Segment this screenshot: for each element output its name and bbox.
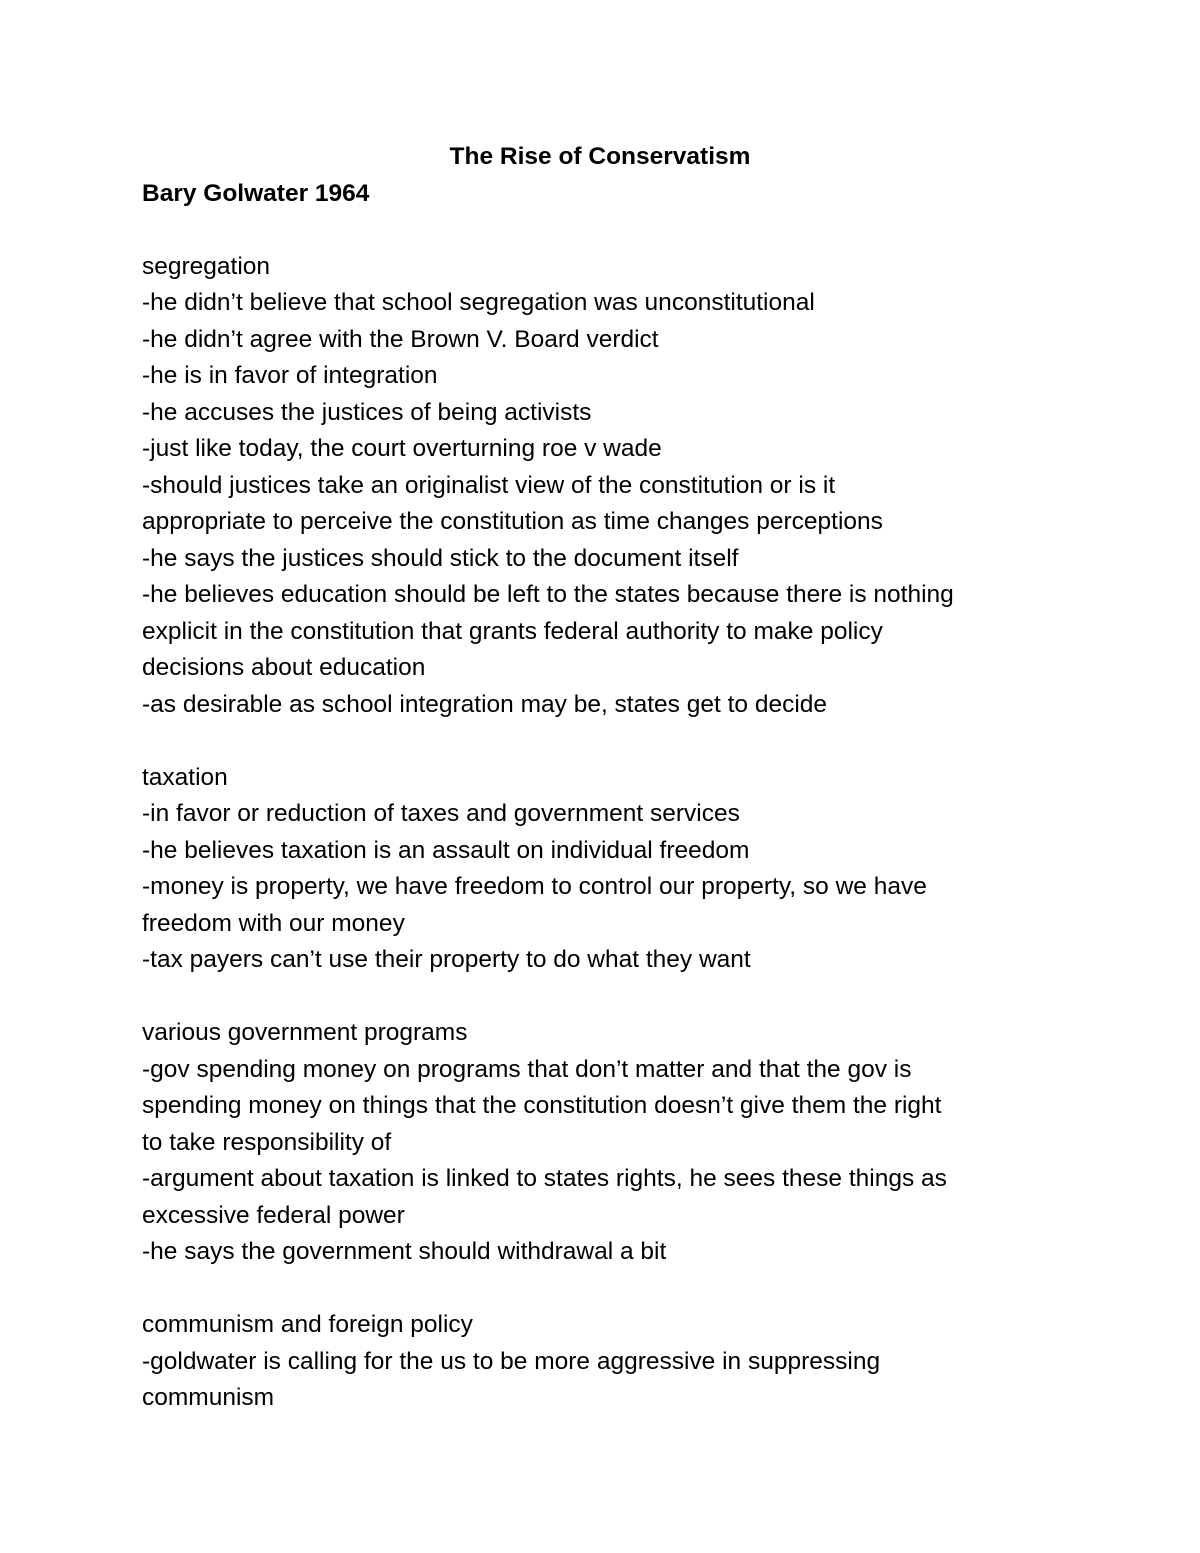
note-line: -should justices take an originalist view of the constitution or is it: [142, 471, 836, 499]
sections-container: [142, 249, 1072, 1417]
note-line: freedom with our money: [142, 909, 405, 937]
document-body: [142, 139, 1072, 1417]
section-various-government-programs: [142, 1015, 1072, 1271]
note-line: communism: [142, 1384, 275, 1411]
note-line: -he is in favor of integration: [142, 362, 438, 389]
note-line: -in favor or reduction of taxes and government services: [142, 800, 740, 827]
note-line: explicit in the constitution that grants federal authority to make policy: [142, 617, 883, 645]
document-subtitle: Bary Golwater 1964: [142, 179, 370, 207]
section-heading: communism and foreign policy: [142, 1311, 473, 1338]
note-line: -he says the government should withdrawal a bit: [142, 1238, 667, 1265]
note-line: -tax payers can’t use their property to do what they want: [142, 946, 751, 973]
section-segregation: [142, 249, 1072, 724]
section-communism-and-foreign-policy: [142, 1307, 1072, 1417]
note-line: -he believes education should be left to the states because there is nothing: [142, 581, 954, 608]
note-line: decisions about education: [142, 654, 426, 681]
note-line: -he didn’t believe that school segregation was unconstitutional: [142, 289, 815, 316]
section-heading: taxation: [142, 763, 228, 791]
note-line: spending money on things that the constitution doesn’t give them the right: [142, 1092, 942, 1119]
note-line: -goldwater is calling for the us to be more aggressive in suppressing: [142, 1347, 881, 1375]
note-line: -he accuses the justices of being activists: [142, 398, 592, 426]
note-line: appropriate to perceive the constitution as time changes perceptions: [142, 508, 883, 535]
note-line: -just like today, the court overturning roe v wade: [142, 435, 662, 462]
note-line: -argument about taxation is linked to states rights, he sees these things as: [142, 1165, 947, 1192]
note-line: -money is property, we have freedom to control our property, so we have: [142, 873, 927, 900]
note-line: excessive federal power: [142, 1201, 405, 1229]
note-line: -he says the justices should stick to the document itself: [142, 544, 739, 572]
note-line: -he didn’t agree with the Brown V. Board verdict: [142, 325, 659, 353]
section-taxation: [142, 760, 1072, 979]
section-heading: various government programs: [142, 1019, 468, 1046]
note-line: -he believes taxation is an assault on individual freedom: [142, 836, 750, 864]
note-line: -gov spending money on programs that don’t matter and that the gov is: [142, 1055, 912, 1083]
section-heading: segregation: [142, 252, 271, 280]
note-line: to take responsibility of: [142, 1128, 392, 1156]
document-title: The Rise of Conservatism: [449, 143, 751, 170]
note-line: -as desirable as school integration may be, states get to decide: [142, 690, 828, 718]
